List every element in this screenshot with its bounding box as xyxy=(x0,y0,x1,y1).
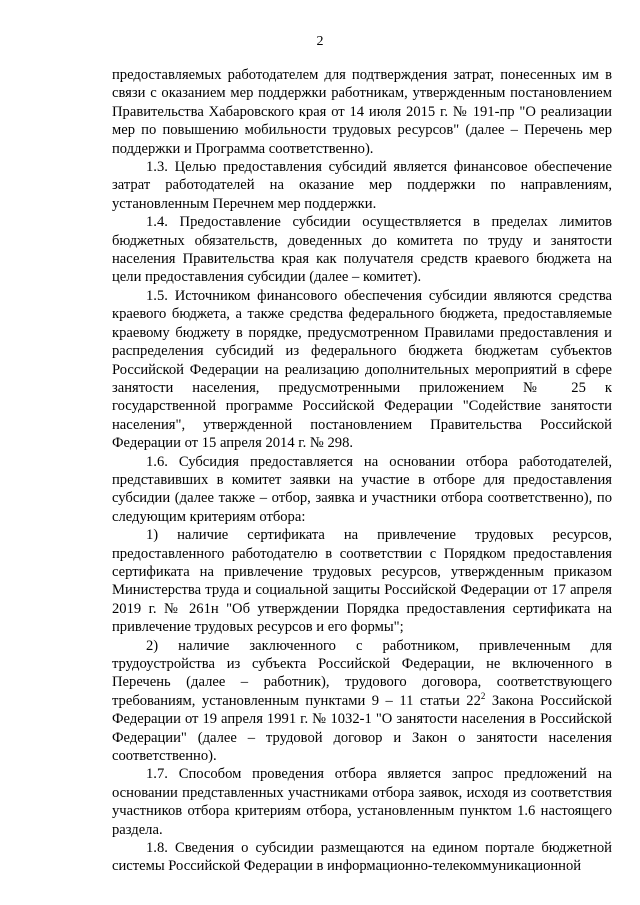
paragraph-1-7: 1.7. Способом проведения отбора является запрос предложений на основании представленных участниками отбора заявок, исходя из соответствия участников отбора критериям отбора, установленным пунктом 1.6 настоящего раздела. xyxy=(112,766,612,838)
criterion-2-text-after: Закона Российской Федерации от 19 апреля 1991 г. № 1032-1 "О занятости населения в Российской Федерации" (далее – трудовой договор и Закон о занятости населения соответственно). xyxy=(112,692,612,765)
paragraph-continuation: предоставляемых работодателем для подтверждения затрат, понесенных им в связи с оказанием мер поддержки работникам, утвержденным постановлением Правительства Хабаровского края от 14 июля 2015 г. № 191-пр "О реализации мер по повышению мобильности трудовых ресурсов" (далее – Перечень мер поддержки и Программа соответственно). xyxy=(112,67,612,157)
paragraph-1-6: 1.6. Субсидия предоставляется на основании отбора работодателей, представивших в комитет заявки на участие в отборе для предоставления субсидии (далее также – отбор, заявка и участники отбора соответственно), по следующим критериям отбора: xyxy=(112,453,612,525)
paragraph-1-3: 1.3. Целью предоставления субсидий является финансовое обеспечение затрат работодателей на оказание мер поддержки по направлениям, установленным Перечнем мер поддержки. xyxy=(112,159,612,212)
paragraph-1-5: 1.5. Источником финансового обеспечения субсидии являются средства краевого бюджета, а также средства федерального бюджета, предоставляемые краевому бюджету в порядке, предусмотренном Правилами предоставления и распределения субсидий из федерального бюджета бюджетам субъектов Российской Федерации на реализацию дополнительных мероприятий в сфере занятости населения, предусмотренными приложением № 25 к государственной программе Российской Федерации "Содействие занятости населения", утвержденной постановлением Правительства Российской Федерации от 15 апреля 2014 г. № 298. xyxy=(112,287,612,452)
criterion-1: 1) наличие сертификата на привлечение трудовых ресурсов, предоставленного работодателю в соответствии с Порядком предоставления сертификата на привлечение трудовых ресурсов, утвержденным приказом Министерства труда и социальной защиты Российской Федерации от 17 апреля 2019 г. № 261н "Об утверждении Порядка предоставления сертификата на привлечение трудовых ресурсов и его формы"; xyxy=(112,527,612,636)
document-body xyxy=(112,66,612,876)
superscript-article-number: 2 xyxy=(480,690,486,701)
criterion-2-text-before: 2) наличие заключенного с работником, привлеченным для трудоустройства из субъекта Российской Федерации, не включенного в Перечень (далее – работник), трудового договора, соответствующего требованиям, установленным пунктами 9 – 11 статьи 22 xyxy=(112,637,612,709)
page-number: 2 xyxy=(316,34,324,49)
criterion-2 xyxy=(112,637,612,766)
paragraph-1-8: 1.8. Сведения о субсидии размещаются на едином портале бюджетной системы Российской Федерации в информационно-телекоммуникационной xyxy=(112,840,612,875)
paragraph-1-4: 1.4. Предоставление субсидии осуществляется в пределах лимитов бюджетных обязательств, доведенных до комитета по труду и занятости населения Правительства края как получателя средств краевого бюджета на цели предоставления субсидии (далее – комитет). xyxy=(112,214,612,286)
